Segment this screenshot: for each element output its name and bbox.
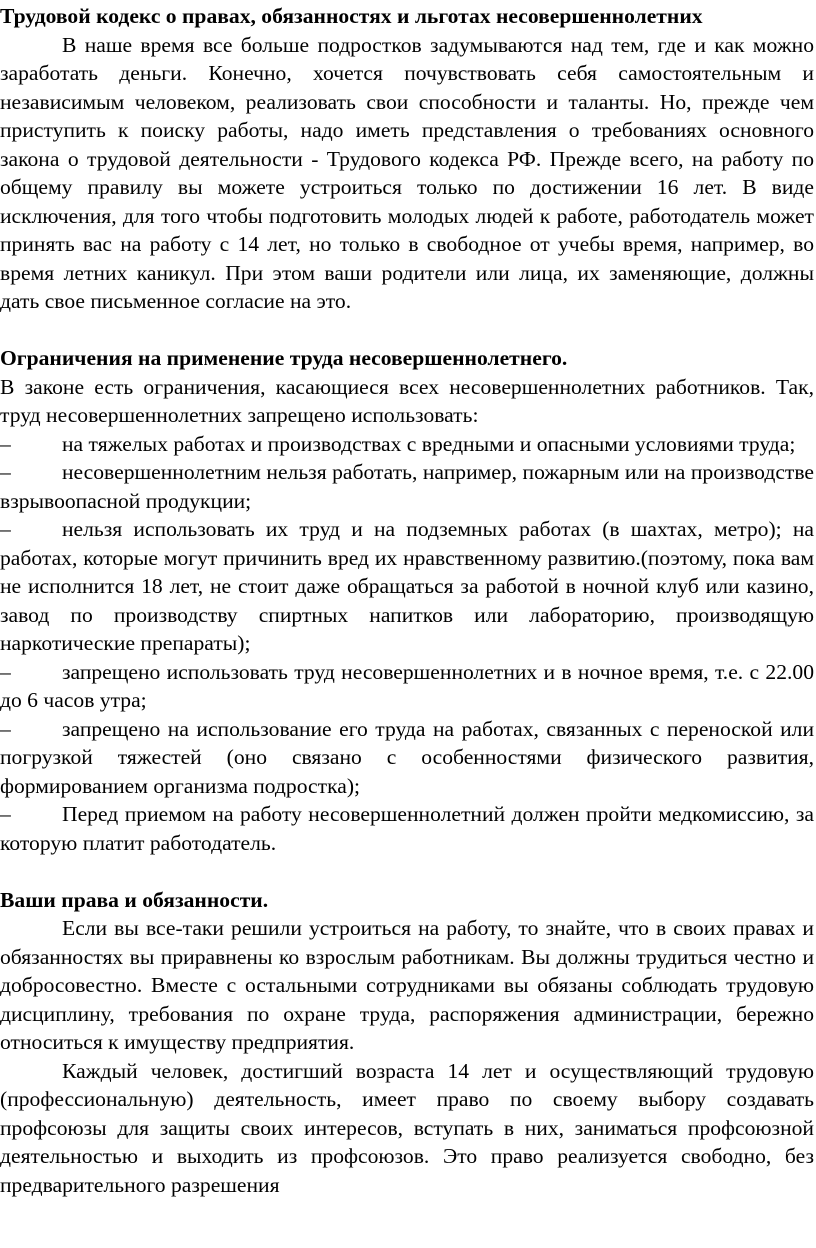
intro-paragraph: В наше время все больше подростков задумываются над тем, где и как можно заработать деньги. Конечно, хочется почувствовать себя самостоятельным и независимым человеком, реализовать свои способности и таланты. Но, прежде чем приступить к поиску работы, надо иметь представления о требованиях основного закона о трудовой деятельности - Трудового кодекса РФ. Прежде всего, на работу по общему правилу вы можете устроиться только по достижении 16 лет. В виде исключения, для того чтобы подготовить молодых людей к работе, работодатель может принять вас на работу с 14 лет, но только в свободное от учебы время, например, во время летних каникул. При этом ваши родители или лица, их заменяющие, должны дать свое письменное согласие на это. — [0, 32, 814, 313]
dash-bullet: – — [0, 517, 11, 541]
restriction-item-text: нельзя использовать их труд и на подземных работах (в шахтах, метро); на работах, которые могут причинить вред их нравственному развитию.(поэтому, пока вам не исполнится 18 лет, не стоит даже обращаться за работой в ночной клуб или казино, завод по производству спиртных напитков или лабораторию, производящую наркотические препараты); — [0, 517, 814, 655]
restriction-item — [0, 658, 814, 715]
restriction-item-text: несовершеннолетним нельзя работать, например, пожарным или на производстве взрывоопасной продукции; — [0, 460, 814, 513]
restriction-item-text: Перед приемом на работу несовершеннолетний должен пройти медкомиссию, за которую платит работодатель. — [0, 802, 814, 855]
dash-bullet: – — [0, 431, 11, 456]
rights-paragraph-2: Каждый человек, достигший возраста 14 лет и осуществляющий трудовую (профессиональную) деятельность, имеет право по своему выбору создавать профсоюзы для защиты своих интересов, вступать в них, заниматься профсоюзной деятельностью и выходить из профсоюзов. Это право реализуется свободно, без предварительного разрешения — [0, 1058, 814, 1197]
restriction-item-text: запрещено использовать труд несовершеннолетних и в ночное время, т.е. с 22.00 до 6 часов утра; — [0, 659, 814, 712]
dash-bullet: – — [0, 802, 11, 826]
restriction-item — [0, 430, 814, 459]
restriction-item — [0, 800, 814, 857]
restrictions-intro: В законе есть ограничения, касающиеся всех несовершеннолетних работников. Так, труд несовершеннолетних запрещено использовать: — [0, 374, 814, 427]
document-title: Трудовой кодекс о правах, обязанностях и льготах несовершеннолетних — [0, 4, 703, 28]
restriction-item-text: запрещено на использование его труда на работах, связанных с переноской или погрузкой тяжестей (оно связано с особенностями физического развития, формированием организма подростка); — [0, 716, 814, 798]
spacer — [0, 316, 814, 345]
spacer — [0, 857, 814, 886]
restriction-item-text: на тяжелых работах и производствах с вредными и опасными условиями труда; — [62, 431, 796, 456]
restriction-item — [0, 715, 814, 801]
restrictions-heading: Ограничения на применение труда несовершеннолетнего. — [0, 346, 568, 370]
restriction-item — [0, 515, 814, 658]
restriction-item — [0, 458, 814, 515]
document-page — [0, 2, 814, 1199]
dash-bullet: – — [0, 460, 11, 484]
dash-bullet: – — [0, 716, 11, 741]
dash-bullet: – — [0, 659, 11, 684]
rights-paragraph-1: Если вы все-таки решили устроиться на работу, то знайте, что в своих правах и обязанностях вы приравнены ко взрослым работникам. Вы должны трудиться честно и добросовестно. Вместе с остальными сотрудниками вы обязаны соблюдать трудовую дисциплину, требования по охране труда, распоряжения администрации, бережно относиться к имуществу предприятия. — [0, 916, 814, 1054]
rights-heading: Ваши права и обязанности. — [0, 887, 269, 912]
